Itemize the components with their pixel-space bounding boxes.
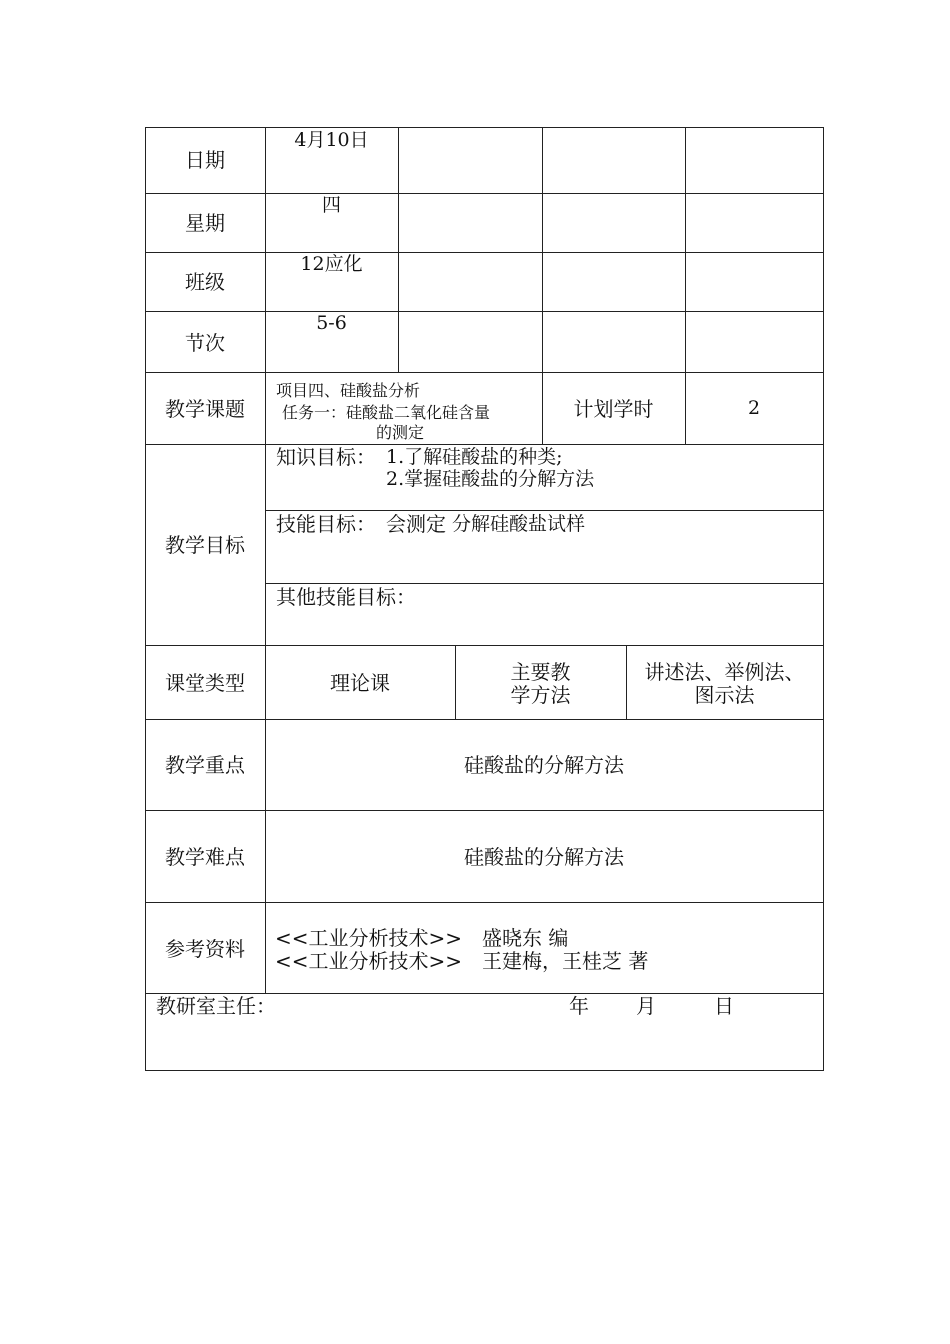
class-value: 12应化 bbox=[300, 253, 363, 275]
table-border bbox=[145, 193, 824, 194]
period-label: 节次 bbox=[185, 331, 225, 355]
difficulty-value: 硅酸盐的分解方法 bbox=[464, 845, 624, 869]
table-border bbox=[626, 645, 627, 719]
table-border bbox=[145, 645, 824, 646]
method-value-1: 讲述法、举例法、 bbox=[644, 660, 805, 684]
references-label: 参考资料 bbox=[165, 937, 245, 961]
year-label: 年 bbox=[569, 994, 589, 1018]
director-label: 教研室主任： bbox=[156, 994, 276, 1018]
day-label: 日 bbox=[714, 994, 734, 1018]
table-border bbox=[455, 645, 456, 719]
weekday-label: 星期 bbox=[185, 211, 225, 235]
table-border bbox=[145, 444, 824, 445]
method-label-1: 主要教 bbox=[510, 660, 571, 684]
table-border bbox=[145, 719, 824, 720]
class-type-label: 课堂类型 bbox=[165, 671, 245, 695]
month-label: 月 bbox=[636, 994, 656, 1018]
topic-label: 教学课题 bbox=[165, 397, 245, 421]
table-border bbox=[145, 127, 824, 128]
period-value: 5-6 bbox=[316, 312, 347, 334]
table-border bbox=[398, 127, 399, 372]
key-point-label: 教学重点 bbox=[165, 753, 245, 777]
skill-item-b: 分解硅酸盐试样 bbox=[452, 513, 586, 535]
table-border bbox=[145, 810, 824, 811]
method-label-2: 学方法 bbox=[510, 683, 571, 707]
topic-task-cont: 的测定 bbox=[376, 423, 425, 442]
class-label: 班级 bbox=[185, 270, 225, 294]
table-border bbox=[145, 127, 146, 1071]
table-border bbox=[265, 510, 824, 511]
weekday-value: 四 bbox=[321, 194, 341, 216]
key-point-value: 硅酸盐的分解方法 bbox=[464, 753, 624, 777]
table-border bbox=[542, 127, 543, 444]
table-border bbox=[265, 583, 824, 584]
other-skill-label: 其他技能目标： bbox=[276, 585, 416, 609]
topic-project: 项目四、硅酸盐分析 bbox=[276, 381, 421, 400]
hours-value: 2 bbox=[747, 397, 761, 419]
reference-2: <<工业分析技术>> 王建梅，王桂芝 著 bbox=[275, 949, 649, 973]
knowledge-label: 知识目标： bbox=[276, 445, 376, 469]
hours-label: 计划学时 bbox=[573, 397, 654, 421]
date-label: 日期 bbox=[185, 148, 225, 172]
difficulty-label: 教学难点 bbox=[165, 845, 245, 869]
table-border bbox=[145, 311, 824, 312]
skill-label: 技能目标： bbox=[276, 512, 376, 536]
method-value-2: 图示法 bbox=[694, 683, 755, 707]
table-border bbox=[685, 127, 686, 444]
knowledge-item-1: 1.了解硅酸盐的种类; bbox=[386, 446, 563, 468]
topic-task: 任务一：硅酸盐二氧化硅含量 bbox=[282, 403, 491, 422]
knowledge-item-2: 2.掌握硅酸盐的分解方法 bbox=[386, 468, 595, 490]
date-value: 4月10日 bbox=[294, 129, 369, 151]
table-border bbox=[145, 372, 824, 373]
reference-1: <<工业分析技术>> 盛晓东 编 bbox=[275, 926, 569, 950]
table-border bbox=[823, 127, 824, 1071]
table-border bbox=[145, 1070, 824, 1071]
table-border bbox=[145, 902, 824, 903]
skill-item-a: 会测定 bbox=[386, 512, 446, 536]
objectives-label: 教学目标 bbox=[165, 533, 245, 557]
table-border bbox=[145, 252, 824, 253]
class-type-value: 理论课 bbox=[330, 671, 390, 695]
